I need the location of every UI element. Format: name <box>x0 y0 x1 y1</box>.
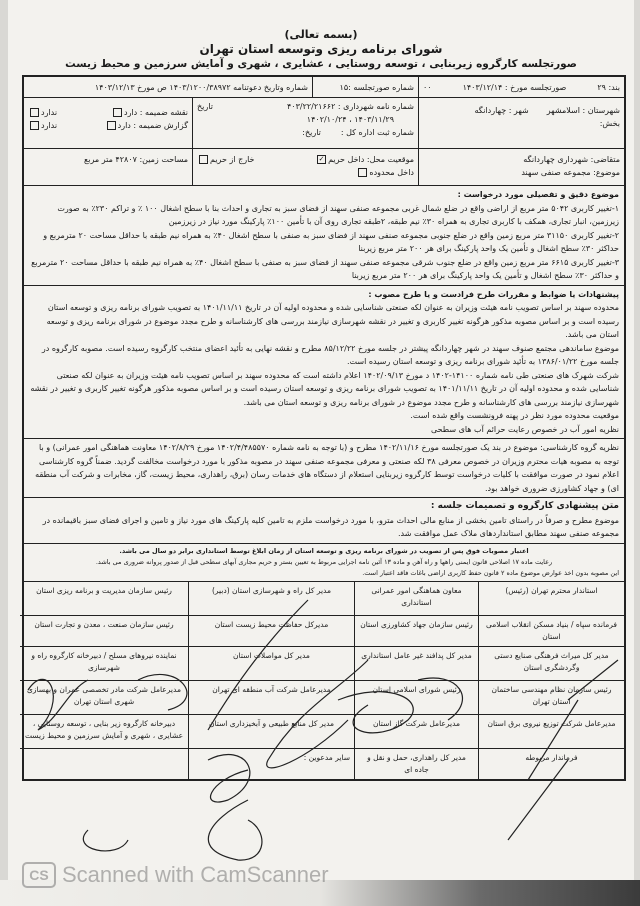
municipality-letter-number: شماره نامه شهرداری : ۴۰۳/۲۲/۲۱۶۶۲ <box>287 102 414 111</box>
signatory-cell: نماینده نیروهای مسلح / دبیرخانه کارگروه راه و شهرسازی <box>20 647 188 681</box>
subject: موضوع: مجموعه صنفی سهند <box>521 168 620 177</box>
signatory-cell: مدیر کل مواصلات استان <box>188 647 354 681</box>
signatories-table <box>24 582 624 779</box>
decisions-section <box>24 498 624 544</box>
watermark-text: Scanned with CamScanner <box>62 862 329 887</box>
request-item: ۱-تغییر کاربری ۵۰۴۲ متر مربع از اراضی واقع در ضلع شمال غربی مجموعه صنفی سهند از فضای سبز به تجاری و احداث بنا با سطح اشغال ۱۰۰ ٪ و تراکم ۲۳۰٪ به صورت زیرزمین، انبار تجاری، همکف با کاربری تجاری به همراه ۳۰٪ نیم طبقه، ۲طبقه تجاری روی آن با تأمین ۱۰۰٪ پارکینگ مورد نیاز در زیرزمین <box>57 203 619 226</box>
outside-buffer-label: خارج از حریم <box>210 155 255 164</box>
invocation-heading: (بسمه تعالی) <box>284 28 358 41</box>
inside-boundary-checkbox[interactable] <box>358 168 367 177</box>
inside-buffer-checkbox[interactable]: ✓ <box>318 155 325 163</box>
inside-buffer-label: موقعیت محل: داخل حریم <box>328 155 414 164</box>
camscanner-logo-icon: CS <box>22 862 56 888</box>
minutes-number-cell <box>312 77 418 97</box>
invitation-cell <box>24 77 312 97</box>
inside-boundary-label: داخل محدوده <box>369 168 414 177</box>
signatory-cell: مدیر کل پدافند غیر عامل استانداری <box>354 647 478 681</box>
minutes-form <box>22 75 626 781</box>
signatory-cell <box>20 749 188 779</box>
applicant-cell <box>418 149 624 185</box>
signatory-cell: رئیس سازمان نظام مهندسی ساختمان استان تهران <box>478 681 624 715</box>
county-cell <box>418 98 624 148</box>
report-attachment-yes-checkbox[interactable] <box>107 121 116 130</box>
request-item: ۲-تغییر کاربری ۳۱۱۵۰ متر مربع زمین واقع در ضلع جنوبی مجموعه صنفی سهند از فضای سبز به صنفی با سطح اشغال ۴۰٪ به همراه نیم طبقه با حداقل مساحت ۲۰ مترمربع و حداکثر ۳۰٪ سطح اشغال و تأمین یک واحد پارکینگ برای هر ۲۰۰ متر مربع زیربنا <box>43 230 619 253</box>
report-attachment-no-checkbox[interactable] <box>30 121 39 130</box>
minutes-number: شماره صورتجلسه :۱۵ <box>339 82 414 92</box>
proposal-paragraph: موضوع ساماندهی مجتمع صنوف سهند در شهر چهاردانگه پیشتر در جلسه مورخ ۸۵/۱۲/۲۲ مطرح و نقشه نهایی به تأئید اعضای منتخب کارگروه رسیده است. مصوبه کارگروه در جلسه مورخ ۱۳۸۶/۰۱/۲۲ به تأئید شورای برنامه ریزی و توسعه استان رسیده است. <box>41 343 619 366</box>
map-attachment-label: نقشه ضمیمه : دارد <box>124 108 188 117</box>
item-number: بند: ۲۹ <box>597 82 620 92</box>
signatory-cell: رئیس سازمان صنعت ، معدن و تجارت استان <box>20 616 188 647</box>
minutes-subtitle: صورتجلسه کارگروه زیربنایی ، توسعه روستایی ، عشایری ، شهری و آمایش سرزمین و محیط زیست <box>65 58 577 70</box>
signatory-cell: فرماندار مربوطه <box>478 749 624 779</box>
meta-row <box>24 77 624 98</box>
map-attachment-no-label: ندارد <box>41 108 58 117</box>
proposals-section <box>24 286 624 440</box>
city: شهر : چهاردانگه <box>474 106 529 115</box>
map-attachment-yes-checkbox[interactable] <box>113 108 122 117</box>
minutes-date: صورتجلسه مورخ : ۱۴۰۳/۱۲/۱۴ <box>462 82 567 92</box>
request-title: موضوع دقیق و تفصیلی مورد درخواست : <box>457 190 619 199</box>
expert-opinion-text: نظریه گروه کارشناسی: موضوع در بند یک صورتجلسه مورخ ۱۴۰۲/۱۱/۱۶ مطرح و (با توجه به نامه شماره ۱۴۰۲/۴/۴۸۵۵۷۰ مورخ ۱۴۰۲/۸/۲۹ معاونت هماهنگی امور عمرانی) و با توجه به مصوبه هیات محترم وزیران در خصوص معرفی ۳۸ لکه صنعتی و معرفی مجموعه صنفی سهند در مصوبه مذکور با مورد درخواست مخالفت گردید. ضمناً گروه کارشناسی اعلام نمود در صورت موافقت با کلیات درخواست توسط کارگروه زیربنایی استعلام از دستگاه های خدمات رسان (برق، راهداری، محیط زیست، گاز، مخابرات و شرکت آب منطقه ای) و جهاد کشاورزی ضروری خواهد بود. <box>35 443 619 493</box>
minutes-suffix: ۰۰ <box>423 82 432 92</box>
signatory-cell: مدیرعامل شرکت آب منطقه ای تهران <box>188 681 354 715</box>
signatory-cell: مدیر کل منابع طبیعی و آبخیزداری استان <box>188 715 354 749</box>
land-area: مساحت زمین: ۴۲۸۰۷ متر مربع <box>84 155 188 164</box>
map-attachment-no-checkbox[interactable] <box>30 108 39 117</box>
report-attachment-no-label: ندارد <box>41 121 58 130</box>
report-attachment-label: گزارش ضمیمه : دارد <box>117 121 188 130</box>
signatory-cell: مدیرکل حفاظت محیط زیست استان <box>188 616 354 647</box>
invitation-number: شماره وتاریخ دعوتنامه ۱۴۰۳/۱۲۰۰/۳۸۹۷۲ ص مورخ ۱۴۰۳/۱۲/۱۳ <box>94 82 308 92</box>
municipality-letter-cell <box>192 98 418 148</box>
camscanner-watermark <box>22 862 329 888</box>
letter-dates: ۱۴۰۳/۱۱/۲۹ ، ۱۴۰۲/۱۰/۲۴ <box>306 115 394 124</box>
proposal-paragraph: محدوده سهند بر اساس تصویب نامه هیئت وزیران به عنوان لکه صنعتی شناسایی شده و محدوده اولیه آن در تاریخ ۱۴۰۱/۱۱/۱۱ به تصویب شورای برنامه ریزی و توسعه استان رسیده است و بر اساس مصوبه مذکور هرگونه تغییر کاربری و تغییر در نقشه شهرسازی نیازمند بررسی های کارشناسانه و طرح مجدد موضوع در شورای برنامه ریزی و توسعه استان می باشد. <box>46 303 619 339</box>
outside-buffer-checkbox[interactable] <box>199 155 208 164</box>
district: بخش: <box>599 119 620 128</box>
signatory-cell: مدیر کل راه و شهرسازی استان (دبیر) <box>188 582 354 616</box>
applicant-row <box>24 149 624 186</box>
note-road-safety: رعایت ماده ۱۷ اصلاحی قانون ایمنی راهها و راه آهن و ماده ۱۳ آئین نامه اجرایی مربوط به تعیین بستر و حریم مجاری آبهای سطحی قبل از صدور پروانه ضروری می باشد. <box>95 557 553 566</box>
location-row <box>24 98 624 149</box>
proposals-title: پیشنهادات یا ضوابط و مقررات طرح فرادست و یا طرح مصوب : <box>368 289 619 299</box>
registry-number: شماره ثبت اداره کل : <box>340 128 414 137</box>
signatory-cell: مدیرعامل شرکت توزیع نیروی برق استان <box>478 715 624 749</box>
land-area-cell <box>24 149 192 185</box>
attachments-cell <box>24 98 192 148</box>
applicant: متقاضی: شهرداری چهاردانگه <box>523 155 620 164</box>
expert-opinion-section <box>24 439 624 498</box>
note-validity: اعتبار مصوبات فوق پس از تصویب در شورای برنامه ریزی و توسعه استان از زمان ابلاغ توسط استانداری برابر دو سال می باشد. <box>119 546 529 555</box>
location-status-cell <box>192 149 418 185</box>
request-item: ۳-تغییر کاربری ۶۶۱۵ متر مربع زمین واقع در ضلع جنوب شرقی مجموعه صنفی سهند از فضای سبز به صنفی با سطح اشغال ۴۰٪ به همراه نیم طبقه با حداقل مساحت ۲۰ مترمربع و حداکثر ۳۰٪ سطح اشغال و تأمین یک واحد پارکینگ برای هر ۲۰۰ متر مربع زیربنا <box>31 257 619 280</box>
signatory-cell: استاندار محترم تهران (رئیس) <box>478 582 624 616</box>
minutes-date-cell <box>418 77 624 97</box>
signatory-cell: مدیر کل میراث فرهنگی صنایع دستی وگردشگری استان <box>478 647 624 681</box>
signatory-cell: سایر مدعوین : <box>188 749 354 779</box>
signatory-cell: رئیس سازمان مدیریت و برنامه ریزی استان <box>20 582 188 616</box>
signatory-cell: فرمانده سپاه / بنیاد مسکن انقلاب اسلامی استان <box>478 616 624 647</box>
signatory-cell: مدیرعامل شرکت مادر تخصصی عمران و بهسازی شهری استان تهران <box>20 681 188 715</box>
note-land-use: این مصوبه بدون اخذ عوارض موضوع ماده ۲ قانون حفظ کاربری اراضی باغات فاقد اعتبار است. <box>362 568 619 577</box>
notes-section <box>24 544 624 582</box>
council-title: شورای برنامه ریزی وتوسعه استان تهران <box>199 42 443 56</box>
signatory-cell: معاون هماهنگی امور عمرانی استانداری <box>354 582 478 616</box>
county: شهرستان : اسلامشهر <box>546 106 620 115</box>
decisions-title: متن پیشنهادی کارگروه و تصمیمات جلسه : <box>430 501 619 511</box>
registry-date: تاریخ: <box>302 128 321 137</box>
date-label: تاریخ <box>197 102 213 111</box>
signatory-cell: مدیرعامل شرکت گاز استان <box>354 715 478 749</box>
request-section <box>24 186 624 286</box>
proposal-paragraph: موقعیت محدوده مورد نظر در پهنه فرونشست واقع شده است. <box>410 411 619 420</box>
signatory-cell: رئیس شورای اسلامی استان <box>354 681 478 715</box>
proposal-paragraph: نظریه امور آب در خصوص رعایت حرائم آب های سطحی <box>430 424 619 434</box>
signatory-cell: رئیس سازمان جهاد کشاورزی استان <box>354 616 478 647</box>
proposal-paragraph: شرکت شهرک های صنعتی طی نامه شماره ۱۴۱۰۰-۱۴۰۲ د مورخ ۱۴۰۲/۰۹/۱۳ اعلام داشته است که محدوده سهند بر اساس تصویب نامه هیئت وزیران به عنوان لکه صنعتی شناسایی شده و محدوده اولیه آن در تاریخ ۱۴۰۱/۱۱/۱۱ به تصویب شورای برنامه ریزی و توسعه استان رسیده است و بر اساس مصوبه مذکور هرگونه تغییر کاربری و تغییر در نقشه شهرسازی نیازمند بررسی های کارشناسانه و طرح مجدد موضوع در شورای برنامه ریزی و توسعه استان می باشد. <box>30 370 619 407</box>
decisions-text: موضوع مطرح و صرفاً در راستای تامین بخشی از منابع مالی احداث مترو، با مورد درخواست ملزم به تامین کلیه پارکینگ های مورد نیاز و تامین و اجرای فضای سبز باقیمانده در مجموعه صنفی سهند مطابق استانداردهای ملاک عمل موافقت شد. <box>42 515 619 538</box>
document-page <box>8 0 634 880</box>
signatory-cell: دبیرخانه کارگروه زیر بنایی ، توسعه روستایی ، عشایری ، شهری و آمایش سرزمین و محیط زیست <box>20 715 188 749</box>
signatory-cell: مدیر کل راهداری، حمل و نقل و جاده ای <box>354 749 478 779</box>
